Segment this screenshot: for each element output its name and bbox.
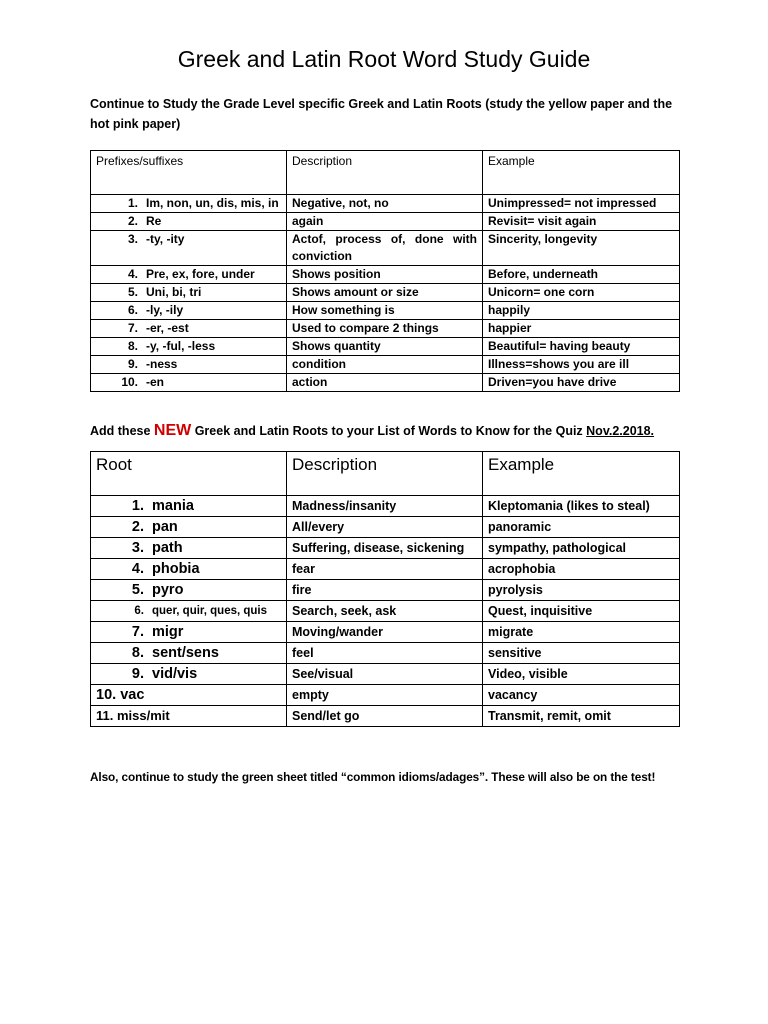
table-row (91, 195, 680, 213)
column-header: Prefixes/suffixes (91, 151, 287, 195)
description-cell: Actof, process of, done with conviction (287, 231, 483, 266)
description-cell: See/visual (287, 664, 483, 685)
root-cell: miss/mit (116, 708, 170, 723)
table-row (91, 622, 680, 643)
root-cell: pyro (152, 582, 184, 598)
table-row (91, 213, 680, 231)
table-row (91, 302, 680, 320)
affix-cell: -er, -est (146, 321, 189, 335)
row-number: 1. (131, 498, 144, 514)
row-number: 5. (131, 582, 144, 598)
root-cell: vac (120, 687, 145, 703)
row-number: 2. (127, 214, 138, 228)
table-row (91, 559, 680, 580)
affix-cell: -y, -ful, -less (146, 339, 216, 353)
example-cell: Kleptomania (likes to steal) (483, 496, 680, 517)
root-cell: phobia (152, 561, 200, 577)
affix-cell: Pre, ex, fore, under (146, 267, 255, 281)
table-row (91, 601, 680, 622)
example-cell: Beautiful= having beauty (483, 338, 680, 356)
description-cell: fear (287, 559, 483, 580)
row-number: 2. (131, 519, 144, 535)
row-number: 4. (131, 561, 144, 577)
description-cell: All/every (287, 517, 483, 538)
example-cell: Driven=you have drive (483, 374, 680, 392)
row-number: 6. (134, 605, 144, 617)
root-cell: vid/vis (152, 666, 198, 682)
page-title: Greek and Latin Root Word Study Guide (177, 46, 591, 72)
example-cell: Unicorn= one corn (483, 284, 680, 302)
roots-table (90, 451, 680, 727)
instruction-text: Add these (90, 424, 154, 438)
table-row (91, 580, 680, 601)
row-number: 9. (131, 666, 144, 682)
table-row (91, 374, 680, 392)
affix-cell: Im, non, un, dis, mis, in (146, 196, 279, 210)
table-row (91, 231, 680, 266)
row-number: 9. (127, 357, 138, 371)
example-cell: panoramic (483, 517, 680, 538)
example-cell: pyrolysis (483, 580, 680, 601)
affix-cell: -ty, -ity (146, 232, 185, 246)
table-header-row (91, 151, 680, 195)
table-row (91, 338, 680, 356)
affix-cell: Re (146, 214, 162, 228)
row-number: 4. (127, 267, 138, 281)
quiz-date: Nov.2.2018. (586, 424, 655, 438)
affix-cell: Uni, bi, tri (146, 285, 202, 299)
example-cell: happily (483, 302, 680, 320)
example-cell: Quest, inquisitive (483, 601, 680, 622)
table-header-row (91, 452, 680, 496)
row-number: 10. (96, 687, 117, 703)
root-cell: pan (152, 519, 178, 535)
column-header: Example (483, 452, 680, 496)
table-row (91, 517, 680, 538)
example-cell: Illness=shows you are ill (483, 356, 680, 374)
row-number: 10. (121, 375, 138, 389)
table-row (91, 643, 680, 664)
description-cell: How something is (287, 302, 483, 320)
example-cell: Unimpressed= not impressed (483, 195, 680, 213)
description-cell: feel (287, 643, 483, 664)
description-cell: again (287, 213, 483, 231)
description-cell: Shows amount or size (287, 284, 483, 302)
row-number: 3. (127, 232, 138, 246)
root-cell: quer, quir, ques, quis (152, 605, 268, 617)
description-cell: condition (287, 356, 483, 374)
column-header: Example (483, 151, 680, 195)
description-cell: Shows quantity (287, 338, 483, 356)
intro-paragraph: Continue to Study the Grade Level specific Greek and Latin Roots (study the yellow paper and the hot pink paper) (90, 97, 673, 131)
example-cell: Video, visible (483, 664, 680, 685)
instruction-text: Greek and Latin Roots to your List of Words to Know for the Quiz (191, 424, 587, 438)
table-row (91, 664, 680, 685)
description-cell: Send/let go (287, 706, 483, 727)
new-highlight: NEW (153, 422, 192, 439)
column-header: Description (287, 452, 483, 496)
root-cell: path (152, 540, 183, 556)
description-cell: Search, seek, ask (287, 601, 483, 622)
table-row (91, 538, 680, 559)
example-cell: Sincerity, longevity (483, 231, 680, 266)
row-number: 11. (96, 708, 114, 723)
example-cell: vacancy (483, 685, 680, 706)
closing-note: Also, continue to study the green sheet titled “common idioms/adages”. These will also be on the test! (90, 770, 656, 784)
affix-cell: -ly, -ily (146, 303, 184, 317)
row-number: 6. (127, 303, 138, 317)
root-cell: mania (152, 498, 194, 514)
prefixes-suffixes-table (90, 150, 680, 392)
table-row (91, 706, 680, 727)
row-number: 1. (127, 196, 138, 210)
affix-cell: -en (146, 375, 164, 389)
example-cell: Revisit= visit again (483, 213, 680, 231)
description-cell: action (287, 374, 483, 392)
row-number: 3. (131, 540, 144, 556)
example-cell: sympathy, pathological (483, 538, 680, 559)
row-number: 8. (131, 645, 144, 661)
description-cell: Negative, not, no (287, 195, 483, 213)
description-cell: Used to compare 2 things (287, 320, 483, 338)
table-row (91, 284, 680, 302)
description-cell: Madness/insanity (287, 496, 483, 517)
column-header: Root (91, 452, 287, 496)
row-number: 5. (127, 285, 138, 299)
table-row (91, 320, 680, 338)
example-cell: Transmit, remit, omit (483, 706, 680, 727)
new-roots-instruction (90, 422, 710, 440)
example-cell: sensitive (483, 643, 680, 664)
root-cell: migr (152, 624, 184, 640)
column-header: Description (287, 151, 483, 195)
description-cell: empty (287, 685, 483, 706)
table-row (91, 356, 680, 374)
affix-cell: -ness (146, 357, 178, 371)
row-number: 7. (127, 321, 138, 335)
description-cell: fire (287, 580, 483, 601)
table-row (91, 266, 680, 284)
description-cell: Moving/wander (287, 622, 483, 643)
description-cell: Shows position (287, 266, 483, 284)
row-number: 8. (127, 339, 138, 353)
example-cell: Before, underneath (483, 266, 680, 284)
example-cell: acrophobia (483, 559, 680, 580)
root-cell: sent/sens (152, 645, 219, 661)
description-cell: Suffering, disease, sickening (287, 538, 483, 559)
example-cell: migrate (483, 622, 680, 643)
example-cell: happier (483, 320, 680, 338)
table-row (91, 685, 680, 706)
row-number: 7. (131, 624, 144, 640)
table-row (91, 496, 680, 517)
